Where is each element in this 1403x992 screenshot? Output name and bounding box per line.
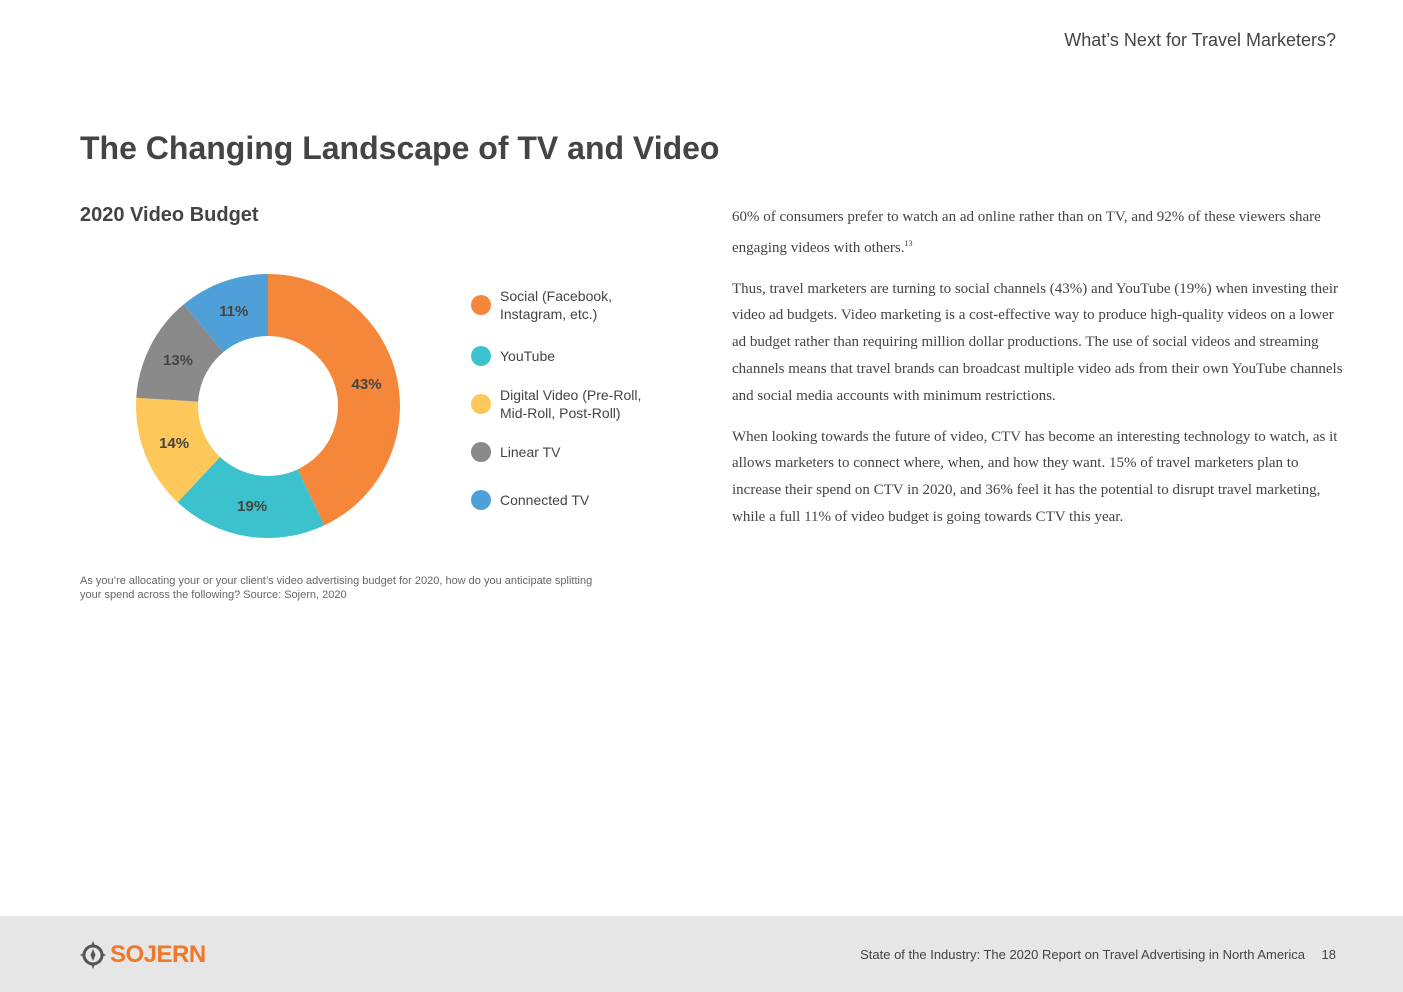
page-number: 18 — [1321, 947, 1336, 962]
paragraph: Thus, travel marketers are turning to social channels (43%) and YouTube (19%) when investing their video ad budgets. Video marketing is a cost-effective way to produce high-quality videos on a lower ad budget rather than requiring million dollar productions. The use of social videos and streaming channels means that travel brands can broadcast multiple video ads from their own YouTube channels and social media accounts with minimum restrictions. — [732, 280, 1343, 404]
running-header: What’s Next for Travel Marketers? — [1064, 30, 1336, 50]
footnote-ref: 13 — [904, 238, 913, 248]
legend-item — [471, 288, 612, 322]
legend-swatch — [471, 490, 491, 510]
sojern-logo — [80, 940, 206, 970]
paragraph-text: 60% of consumers prefer to watch an ad online rather than on TV, and 92% of these viewers share engaging videos with others. — [732, 209, 1321, 256]
legend-swatch — [471, 442, 491, 462]
legend-label: YouTube — [500, 348, 556, 364]
legend-label: Instagram, etc.) — [500, 306, 598, 322]
chart-caption — [80, 574, 640, 602]
legend-swatch — [471, 346, 491, 366]
caption-line: your spend across the following? Source: Sojern, 2020 — [80, 589, 347, 601]
slice-label: 43% — [351, 375, 382, 393]
slice-label: 11% — [219, 302, 249, 320]
legend-item — [471, 387, 641, 421]
legend-label: Linear TV — [500, 444, 561, 460]
legend-swatch — [471, 295, 491, 315]
paragraph — [732, 204, 1344, 262]
report-title: State of the Industry: The 2020 Report on Travel Advertising in North America — [860, 947, 1305, 962]
legend-label: Mid-Roll, Post-Roll) — [500, 405, 621, 421]
compass-icon — [80, 940, 106, 970]
logo-text: SOJERN — [110, 941, 206, 968]
legend-label: Connected TV — [500, 492, 590, 508]
slice-label: 13% — [162, 352, 194, 370]
legend-item — [471, 346, 555, 366]
chart-title: 2020 Video Budget — [80, 204, 259, 226]
page-title: The Changing Landscape of TV and Video — [80, 130, 720, 166]
legend-label: Social (Facebook, — [500, 288, 613, 304]
paragraph: When looking towards the future of video, CTV has become an interesting technology to watch, as it allows marketers to connect where, when, and how they want. 15% of travel marketers plan to increase their spend on CTV in 2020, and 36% feel it has the potential to disrupt travel marketing, while a full 11% of video budget is going towards CTV this year. — [732, 428, 1338, 525]
legend-label: Digital Video (Pre-Roll, — [500, 387, 642, 403]
slice-label: 19% — [237, 497, 268, 515]
donut-chart — [120, 258, 700, 558]
caption-line: As you’re allocating your or your client’s video advertising budget for 2020, how do you anticipate splitting — [80, 575, 593, 587]
footer — [0, 916, 1403, 992]
legend-item — [471, 490, 590, 510]
slice-label: 14% — [159, 435, 190, 453]
legend-item — [471, 442, 561, 462]
legend-swatch — [471, 394, 491, 414]
body-text — [732, 204, 1344, 545]
